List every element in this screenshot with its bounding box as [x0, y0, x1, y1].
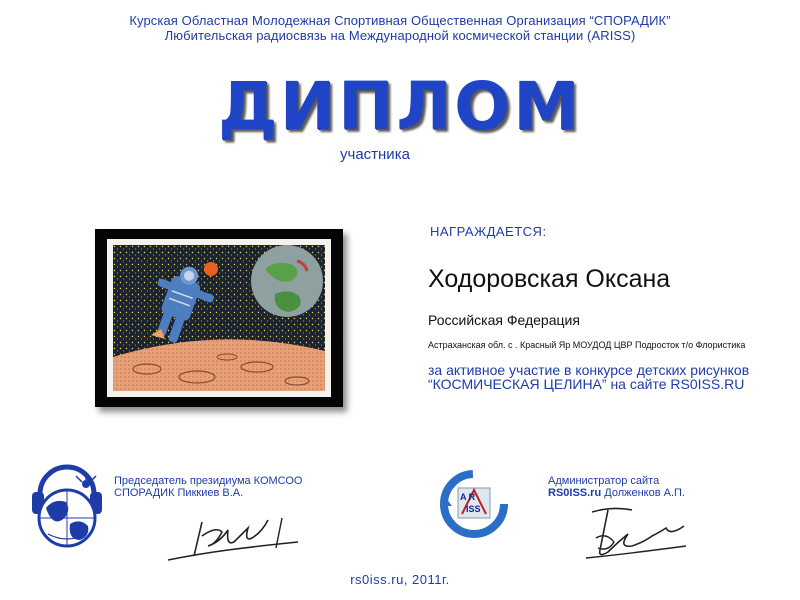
chairman-title: Председатель президиума КОМСОО	[114, 475, 303, 487]
recipient-place: Астраханская обл. с . Красный Яр МОУДОД ЦВР Подросток т/о Флористика	[428, 340, 746, 350]
footer-site-year: rs0iss.ru, 2011г.	[350, 572, 450, 587]
awarded-label: НАГРАЖДАЕТСЯ:	[430, 224, 547, 239]
artwork-frame	[95, 229, 343, 407]
ariss-logo	[432, 462, 516, 546]
ariss-logo-top-text: A R	[460, 492, 476, 502]
artwork-image	[107, 239, 331, 397]
admin-signature	[582, 500, 692, 566]
diploma-subtitle: участника	[340, 146, 410, 163]
organization-line-1: Курская Областная Молодежная Спортивная Общественная Организация “СПОРАДИК”	[129, 13, 671, 28]
award-reason: за активное участие в конкурсе детских рисунков “КОСМИЧЕСКАЯ ЦЕЛИНА” на сайте RS0ISS.RU	[428, 362, 750, 392]
diploma-title: ДИПЛОМ	[218, 68, 582, 145]
chairman-name: СПОРАДИК Пиккиев В.А.	[114, 487, 244, 499]
chairman-signature-caption	[114, 475, 303, 499]
recipient-country: Российская Федерация	[428, 312, 580, 328]
organization-line-2: Любительская радиосвязь на Международной космической станции (ARISS)	[164, 28, 636, 43]
admin-name-line	[548, 487, 685, 499]
admin-site-name: RS0ISS.ru	[548, 487, 602, 499]
sporadik-globe-logo-icon	[26, 462, 108, 554]
admin-title: Администратор сайта	[548, 475, 660, 487]
ariss-logo-bottom-text: ISS	[466, 504, 481, 514]
admin-name: Долженков А.П.	[601, 487, 685, 499]
recipient-name: Ходоровская Оксана	[428, 265, 671, 293]
admin-signature-caption	[548, 475, 685, 499]
chairman-signature	[162, 500, 302, 570]
